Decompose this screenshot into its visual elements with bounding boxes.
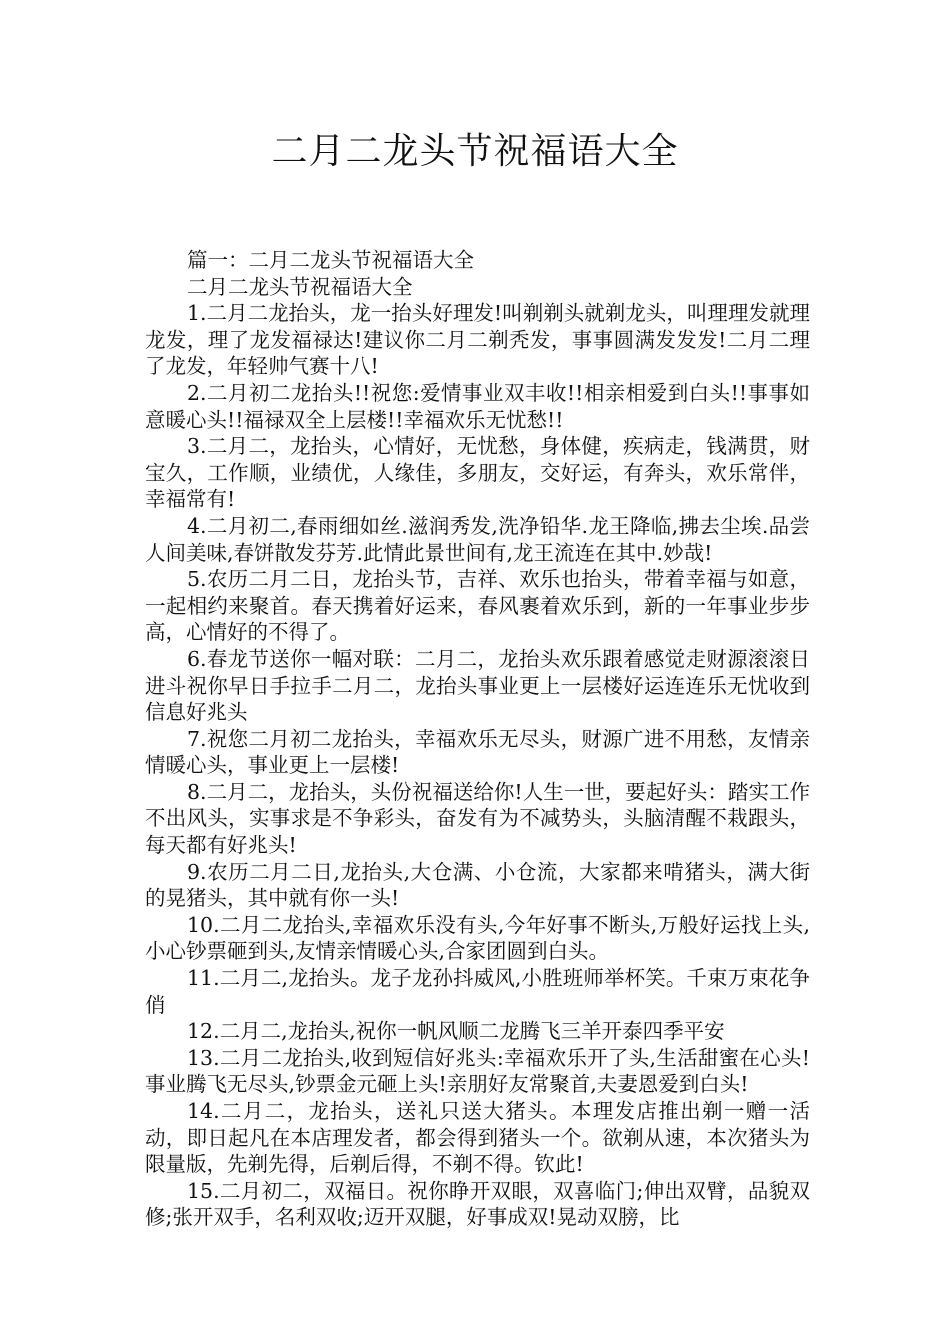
paragraph-9: 9.农历二月二日,龙抬头,大仓满、小仓流，大家都来啃猪头，满大街的晃猪头，其中就有你一头!: [145, 859, 810, 911]
paragraph-8: 8.二月二，龙抬头，头份祝福送给你!人生一世，要起好头：踏实工作不出风头，实事求是不争彩头，奋发有为不减势头，头脑清醒不栽跟头，每天都有好兆头!: [145, 779, 810, 858]
section-heading: 篇一：二月二龙头节祝福语大全: [187, 248, 474, 272]
paragraph-5: 5.农历二月二日，龙抬头节，吉祥、欢乐也抬头，带着幸福与如意，一起相约来聚首。春天携着好运来，春风裹着欢乐到，新的一年事业步步高，心情好的不得了。: [145, 567, 810, 645]
paragraph-12: 12.二月二,龙抬头,祝你一帆风顺二龙腾飞三羊开泰四季平安: [187, 1019, 725, 1044]
paragraph-11: 11.二月二,龙抬头。龙子龙孙抖威风,小胜班师举杯笑。千束万束花争俏: [145, 966, 810, 1017]
paragraph-14: 14.二月二，龙抬头，送礼只送大猪头。本理发店推出剃一赠一活动，即日起凡在本店理发者，都会得到猪头一个。欲剃从速，本次猪头为限量版，先剃先得，后剃后得，不剃不得。钦此!: [145, 1099, 810, 1177]
paragraph-4: 4.二月初二,春雨细如丝.滋润秀发,洗净铅华.龙王降临,拂去尘埃.品尝人间美味,春饼散发芬芳.此情此景世间有,龙王流连在其中.妙哉!: [145, 513, 810, 565]
paragraph-1: 1.二月二龙抬头，龙一抬头好理发!叫剃剃头就剃龙头，叫理理发就理龙发，理了龙发福禄达!建议你二月二剃秃发，事事圆满发发发!二月二理了龙发，年轻帅气赛十八!: [145, 301, 810, 379]
paragraph-7: 7.祝您二月初二龙抬头，幸福欢乐无尽头，财源广进不用愁，友情亲情暖心头，事业更上一层楼!: [145, 726, 810, 778]
document-body: [145, 247, 810, 1231]
paragraph-15: 15.二月初二，双福日。祝你睁开双眼，双喜临门;伸出双臂，品貌双修;张开双手，名利双收;迈开双腿，好事成双!晃动双膀，比: [145, 1178, 810, 1230]
paragraph-2: 2.二月初二龙抬头!!祝您:爱情事业双丰收!!相亲相爱到白头!!事事如意暖心头!!福禄双全上层楼!!幸福欢乐无忧愁!!: [145, 380, 810, 432]
subheading: 二月二龙头节祝福语大全: [187, 274, 413, 299]
paragraph-6: 6.春龙节送你一幅对联：二月二，龙抬头欢乐跟着感觉走财源滚滚日进斗祝你早日手拉手二月二，龙抬头事业更上一层楼好运连连乐无忧收到信息好兆头: [145, 646, 810, 725]
paragraph-3: 3.二月二，龙抬头，心情好，无忧愁，身体健，疾病走，钱满贯，财宝久，工作顺，业绩优，人缘佳，多朋友，交好运，有奔头，欢乐常伴，幸福常有!: [145, 434, 810, 512]
document-title: 二月二龙头节祝福语大全: [271, 131, 679, 172]
paragraph-13: 13.二月二龙抬头,收到短信好兆头:幸福欢乐开了头,生活甜蜜在心头!事业腾飞无尽头,钞票金元砸上头!亲朋好友常聚首,夫妻恩爱到白头!: [145, 1045, 810, 1097]
paragraph-10: 10.二月二龙抬头,幸福欢乐没有头,今年好事不断头,万般好运找上头,小心钞票砸到头,友情亲情暖心头,合家团圆到白头。: [145, 912, 810, 964]
